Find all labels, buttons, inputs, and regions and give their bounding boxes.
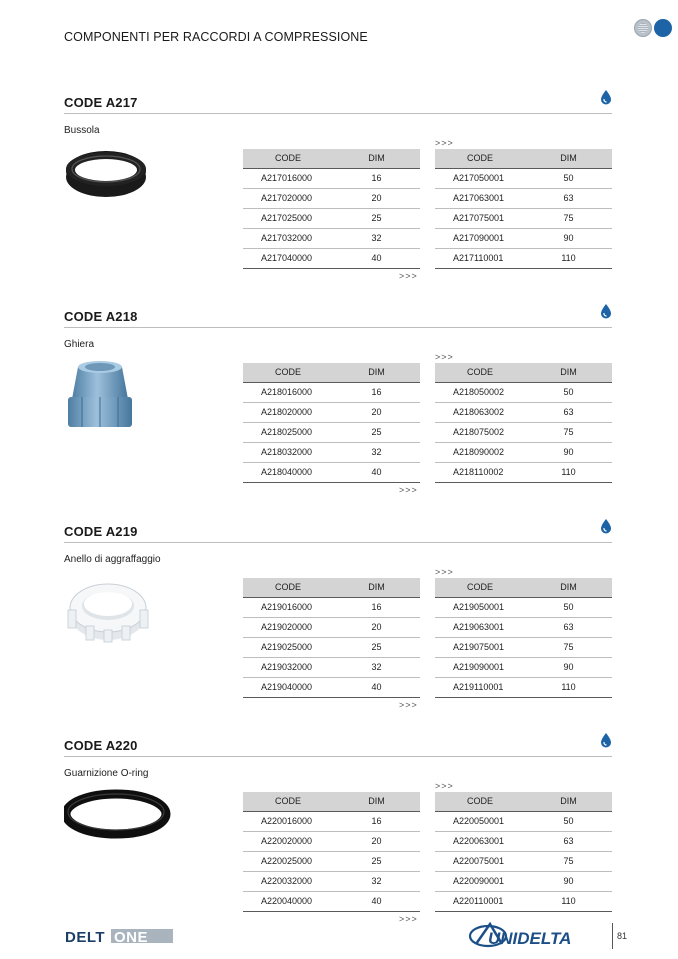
col-header-code: CODE (435, 578, 525, 597)
table-row (435, 248, 612, 268)
table-row (435, 402, 612, 422)
product-table-right (435, 578, 612, 698)
section-subtitle: Guarnizione O-ring (64, 768, 149, 779)
cell-code: A217050001 (435, 168, 525, 188)
footer-divider (612, 923, 613, 949)
cell-code: A220040000 (243, 891, 333, 911)
cell-dim: 75 (525, 851, 612, 871)
table-row (243, 442, 420, 462)
table-row (243, 228, 420, 248)
blue-nut-image (64, 353, 176, 433)
cell-code: A217020000 (243, 188, 333, 208)
cell-dim: 110 (525, 248, 612, 268)
white-clamp-ring-image (64, 568, 176, 648)
cell-dim: 32 (333, 442, 420, 462)
cell-dim: 75 (525, 208, 612, 228)
cell-code: A219090001 (435, 657, 525, 677)
table-row (435, 657, 612, 677)
header-dots-icon (634, 19, 678, 39)
cell-dim: 16 (333, 168, 420, 188)
section-divider (64, 327, 612, 328)
cell-dim: 63 (525, 617, 612, 637)
cell-code: A218040000 (243, 462, 333, 482)
cell-code: A217110001 (435, 248, 525, 268)
cell-code: A218075002 (435, 422, 525, 442)
cell-dim: 16 (333, 597, 420, 617)
cell-code: A220050001 (435, 811, 525, 831)
cell-code: A219050001 (435, 597, 525, 617)
section-divider (64, 756, 612, 757)
cell-code: A220025000 (243, 851, 333, 871)
table-row (435, 677, 612, 697)
cell-code: A220063001 (435, 831, 525, 851)
svg-text:ONE: ONE (114, 929, 149, 944)
col-header-code: CODE (243, 149, 333, 168)
cell-dim: 50 (525, 168, 612, 188)
table-row (435, 891, 612, 911)
cell-code: A220020000 (243, 831, 333, 851)
cell-dim: 16 (333, 811, 420, 831)
product-section-a219 (64, 524, 612, 729)
cell-code: A217040000 (243, 248, 333, 268)
cell-dim: 110 (525, 462, 612, 482)
cell-dim: 20 (333, 188, 420, 208)
table-row (243, 208, 420, 228)
more-indicator: >>> (435, 781, 454, 791)
svg-text:DELT: DELT (65, 929, 106, 944)
table-row (435, 851, 612, 871)
svg-text:UNIDELTA: UNIDELTA (488, 929, 572, 948)
section-divider (64, 113, 612, 114)
table-row (435, 188, 612, 208)
col-header-dim: DIM (525, 363, 612, 382)
table-row (243, 851, 420, 871)
table-row (243, 402, 420, 422)
page-number: 81 (617, 931, 628, 941)
col-header-dim: DIM (525, 578, 612, 597)
table-row (243, 617, 420, 637)
col-header-code: CODE (243, 578, 333, 597)
deltone-logo (64, 928, 174, 944)
cell-dim: 20 (333, 402, 420, 422)
table-row (243, 168, 420, 188)
cell-code: A218063002 (435, 402, 525, 422)
cell-dim: 50 (525, 382, 612, 402)
section-title: CODE A217 (64, 95, 138, 110)
col-header-dim: DIM (333, 578, 420, 597)
cell-code: A220075001 (435, 851, 525, 871)
table-row (243, 677, 420, 697)
cell-code: A218050002 (435, 382, 525, 402)
table-row (435, 871, 612, 891)
section-subtitle: Ghiera (64, 339, 95, 350)
more-indicator: >>> (399, 700, 418, 710)
more-indicator: >>> (435, 138, 454, 148)
cell-dim: 63 (525, 188, 612, 208)
table-row (243, 422, 420, 442)
cell-code: A217063001 (435, 188, 525, 208)
product-section-a220 (64, 738, 612, 943)
cell-dim: 63 (525, 402, 612, 422)
cell-code: A219020000 (243, 617, 333, 637)
col-header-code: CODE (435, 792, 525, 811)
product-section-a217 (64, 95, 612, 300)
cell-dim: 50 (525, 597, 612, 617)
section-divider (64, 542, 612, 543)
more-indicator: >>> (399, 271, 418, 281)
product-table-right (435, 149, 612, 269)
table-row (435, 811, 612, 831)
cell-dim: 25 (333, 637, 420, 657)
col-header-code: CODE (435, 149, 525, 168)
table-row (435, 168, 612, 188)
product-table-left (243, 792, 420, 912)
product-table-right (435, 363, 612, 483)
table-row (243, 891, 420, 911)
col-header-dim: DIM (333, 792, 420, 811)
black-o-ring-image (64, 782, 176, 862)
cell-code: A218025000 (243, 422, 333, 442)
cell-code: A220016000 (243, 811, 333, 831)
col-header-dim: DIM (333, 149, 420, 168)
cell-dim: 40 (333, 462, 420, 482)
product-table-left (243, 363, 420, 483)
table-row (435, 422, 612, 442)
cell-dim: 110 (525, 891, 612, 911)
table-row (243, 657, 420, 677)
table-row (243, 597, 420, 617)
cell-dim: 50 (525, 811, 612, 831)
section-subtitle: Bussola (64, 125, 100, 136)
table-row (435, 831, 612, 851)
table-row (435, 208, 612, 228)
table-row (435, 637, 612, 657)
cell-code: A220090001 (435, 871, 525, 891)
cell-code: A218020000 (243, 402, 333, 422)
cell-dim: 40 (333, 891, 420, 911)
cell-code: A217032000 (243, 228, 333, 248)
cell-code: A219025000 (243, 637, 333, 657)
table-row (243, 831, 420, 851)
cell-code: A217075001 (435, 208, 525, 228)
cell-dim: 40 (333, 248, 420, 268)
table-row (243, 811, 420, 831)
more-indicator: >>> (435, 352, 454, 362)
table-row (435, 597, 612, 617)
cell-dim: 25 (333, 422, 420, 442)
cell-code: A218090002 (435, 442, 525, 462)
unidelta-logo (468, 920, 604, 948)
more-indicator: >>> (399, 914, 418, 924)
cell-code: A219016000 (243, 597, 333, 617)
cell-code: A220110001 (435, 891, 525, 911)
cell-code: A219032000 (243, 657, 333, 677)
cell-code: A219040000 (243, 677, 333, 697)
table-row (435, 442, 612, 462)
section-title: CODE A218 (64, 309, 138, 324)
cell-dim: 32 (333, 657, 420, 677)
product-table-right (435, 792, 612, 912)
table-row (435, 462, 612, 482)
cell-dim: 32 (333, 871, 420, 891)
table-row (435, 228, 612, 248)
cell-code: A220032000 (243, 871, 333, 891)
col-header-code: CODE (435, 363, 525, 382)
cell-code: A219075001 (435, 637, 525, 657)
cell-code: A219110001 (435, 677, 525, 697)
section-subtitle: Anello di aggraffaggio (64, 554, 161, 565)
cell-dim: 20 (333, 831, 420, 851)
cell-code: A218110002 (435, 462, 525, 482)
cell-dim: 63 (525, 831, 612, 851)
table-row (243, 248, 420, 268)
cell-code: A217090001 (435, 228, 525, 248)
black-bushing-ring-image (64, 139, 176, 219)
cell-code: A217025000 (243, 208, 333, 228)
cell-code: A218032000 (243, 442, 333, 462)
table-row (243, 382, 420, 402)
col-header-dim: DIM (525, 149, 612, 168)
cell-code: A217016000 (243, 168, 333, 188)
cell-dim: 32 (333, 228, 420, 248)
cell-dim: 40 (333, 677, 420, 697)
cell-dim: 90 (525, 871, 612, 891)
water-drop-icon (600, 518, 612, 534)
cell-dim: 75 (525, 637, 612, 657)
col-header-code: CODE (243, 792, 333, 811)
section-title: CODE A219 (64, 524, 138, 539)
product-section-a218 (64, 309, 612, 514)
cell-dim: 110 (525, 677, 612, 697)
cell-dim: 25 (333, 851, 420, 871)
water-drop-icon (600, 732, 612, 748)
table-row (435, 617, 612, 637)
product-table-left (243, 149, 420, 269)
cell-code: A219063001 (435, 617, 525, 637)
water-drop-icon (600, 303, 612, 319)
table-row (243, 188, 420, 208)
cell-code: A218016000 (243, 382, 333, 402)
cell-dim: 25 (333, 208, 420, 228)
product-table-left (243, 578, 420, 698)
page-title: COMPONENTI PER RACCORDI A COMPRESSIONE (64, 30, 368, 44)
table-row (243, 637, 420, 657)
table-row (243, 871, 420, 891)
more-indicator: >>> (435, 567, 454, 577)
water-drop-icon (600, 89, 612, 105)
cell-dim: 20 (333, 617, 420, 637)
table-row (243, 462, 420, 482)
more-indicator: >>> (399, 485, 418, 495)
cell-dim: 75 (525, 422, 612, 442)
cell-dim: 90 (525, 442, 612, 462)
table-row (435, 382, 612, 402)
cell-dim: 90 (525, 228, 612, 248)
section-title: CODE A220 (64, 738, 138, 753)
col-header-dim: DIM (333, 363, 420, 382)
cell-dim: 90 (525, 657, 612, 677)
col-header-code: CODE (243, 363, 333, 382)
col-header-dim: DIM (525, 792, 612, 811)
cell-dim: 16 (333, 382, 420, 402)
